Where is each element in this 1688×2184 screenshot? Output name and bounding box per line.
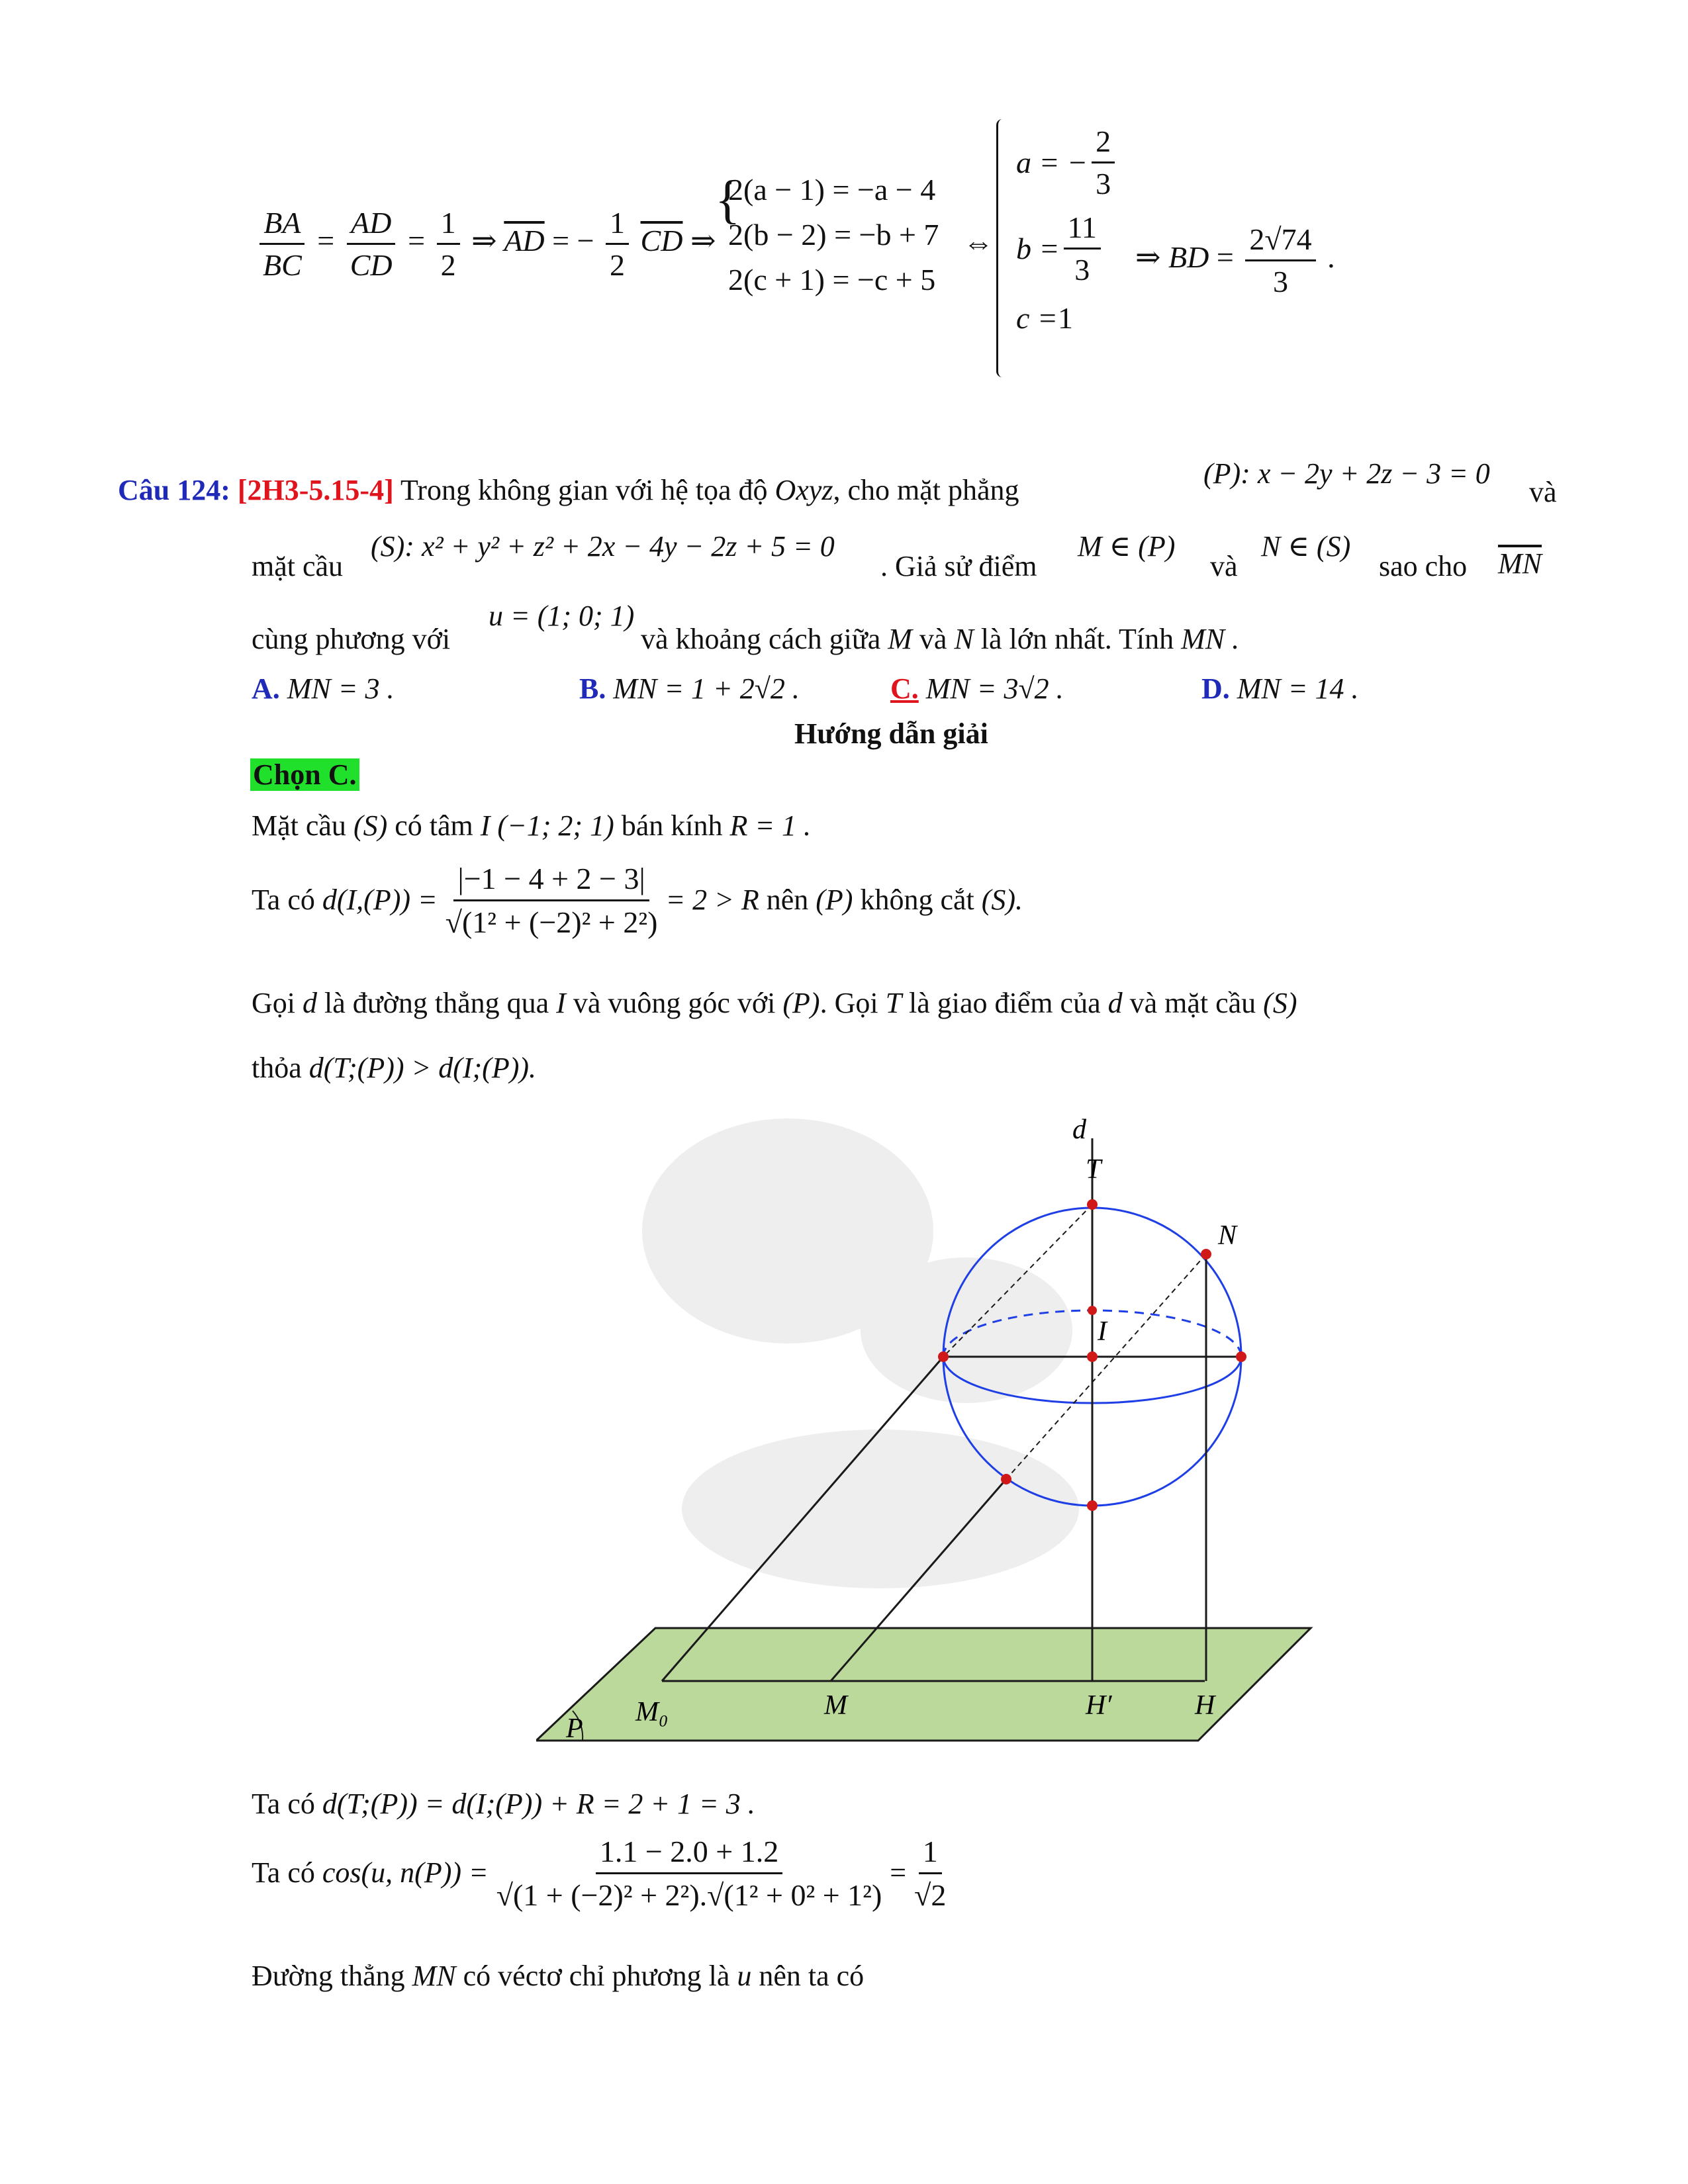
s2-rhs: = 2 > R	[665, 884, 759, 917]
question-line-3-lead: cùng phương với	[252, 623, 451, 655]
s3-s: (S)	[1263, 987, 1297, 1019]
choice-d-value: MN = 14 .	[1237, 672, 1359, 705]
s1-f: R = 1 .	[729, 809, 812, 842]
question-line-2-lead: mặt cầu	[252, 550, 344, 582]
top-formula	[255, 119, 1380, 397]
s6-a: Ta có	[252, 1856, 315, 1889]
s6-num: 1.1 − 2.0 + 1.2	[596, 1833, 782, 1874]
s3-f: là giao điểm của	[909, 987, 1101, 1019]
question-text-2: , cho mặt phẳng	[833, 474, 1019, 506]
mn-label: MN .	[1181, 623, 1240, 655]
choice-d[interactable]	[1201, 672, 1358, 707]
va-3: và	[919, 623, 947, 655]
system-2-line-1: a = − $\frac{2}{3}$	[1016, 119, 1119, 205]
s2-b: nên	[766, 884, 809, 917]
choice-b-label: B.	[579, 672, 606, 705]
equiv-sign: ⇔	[963, 226, 994, 259]
brace-1: {	[715, 171, 741, 229]
s7-b: có véctơ chỉ phương là	[463, 1960, 730, 1992]
label-i: I	[1098, 1316, 1107, 1347]
choice-b[interactable]	[579, 672, 800, 707]
geometry-figure	[536, 1112, 1337, 1754]
s6-res-den: √2	[914, 1878, 947, 1913]
question-line-2-text: . Giả sử điểm	[880, 550, 1037, 582]
label-d: d	[1072, 1115, 1086, 1145]
formula-lhs: $\frac{BA}{BC}$ = $\frac{AD}{CD}$ = $\frac{1}{2}$ ⇒ $\overline{AD}$ = − $\frac{1}{2}$ $\overline{CD}$ ⇒	[255, 205, 716, 283]
s6-res-num: 1	[919, 1833, 942, 1874]
choice-a[interactable]	[252, 672, 394, 707]
solution-line-7	[252, 1959, 864, 1994]
s3-d: d	[303, 987, 317, 1019]
system-1-line-3: 2(c + 1) = −c + 5	[728, 263, 936, 296]
s6-den: √(1 + (−2)² + 2²).√(1² + 0² + 1²)	[496, 1878, 882, 1913]
chosen-answer-text: Chọn C.	[250, 758, 359, 791]
s3-c: và vuông góc với	[573, 987, 776, 1019]
sphere-equation: (S): x² + y² + z² + 2x − 4y − 2z + 5 = 0	[371, 530, 835, 563]
m-label: M	[888, 623, 912, 655]
s4-a: thỏa	[252, 1052, 302, 1084]
s3-t: T	[885, 987, 902, 1019]
s5-a: Ta có	[252, 1788, 315, 1820]
point-i	[1087, 1351, 1098, 1362]
s2-a: Ta có	[252, 884, 315, 917]
s2-num: |−1 − 4 + 2 − 3|	[453, 860, 649, 901]
question-text-3: và khoảng cách giữa	[641, 623, 881, 655]
solution-line-4	[252, 1051, 536, 1086]
va-1: và	[1529, 476, 1557, 508]
solution-heading: Hướng dẫn giải	[794, 717, 988, 750]
sao-cho: sao cho	[1379, 550, 1468, 582]
s6-result	[910, 1833, 950, 1913]
question-label: Câu 124:	[118, 474, 230, 506]
choice-d-label: D.	[1201, 672, 1230, 705]
s1-c: có tâm	[395, 809, 473, 842]
system-1-line-2: 2(b − 2) = −b + 7	[728, 218, 939, 251]
u-vector: u = (1; 0; 1)	[489, 600, 635, 632]
s7-mn: MN	[412, 1960, 456, 1992]
label-m: M	[824, 1690, 847, 1721]
s3-e: . Gọi	[820, 987, 878, 1019]
question-code: [2H3-5.15-4]	[237, 474, 394, 506]
s6-eq: =	[890, 1856, 907, 1889]
choice-a-label: A.	[252, 672, 280, 705]
s1-d: I (−1; 2; 1)	[480, 809, 614, 842]
s2-e: (S).	[981, 884, 1023, 917]
n-in-s: N ∈ (S)	[1261, 530, 1351, 563]
label-h: H	[1195, 1690, 1215, 1721]
choice-c[interactable]	[890, 672, 1064, 707]
choice-c-label: C.	[890, 672, 919, 705]
s7-u: u	[737, 1960, 752, 1992]
label-m0: M₀	[635, 1697, 669, 1727]
s2-den: √(1² + (−2)² + 2²)	[445, 905, 658, 940]
choice-b-value: MN = 1 + 2√2 .	[613, 672, 800, 705]
s4-b: d(T;(P)) > d(I;(P)).	[308, 1052, 536, 1084]
m-in-p: M ∈ (P)	[1078, 530, 1176, 563]
solution-line-5	[252, 1787, 755, 1822]
s1-a: Mặt cầu	[252, 809, 346, 842]
s2-c: (P)	[816, 884, 853, 917]
va-2: và	[1210, 550, 1238, 582]
oxyz: Oxyz	[774, 474, 833, 506]
point-equator-right	[1236, 1351, 1246, 1362]
system-1-line-1: 2(a − 1) = −a − 4	[728, 173, 936, 206]
plane-equation: (P): x − 2y + 2z − 3 = 0	[1203, 457, 1490, 490]
solution-line-3	[252, 986, 1297, 1021]
system-2-line-3: c = 1	[1016, 300, 1073, 335]
s5-b: d(T;(P)) = d(I;(P)) + R = 2 + 1 = 3 .	[322, 1788, 755, 1820]
label-p: P	[566, 1713, 583, 1744]
label-n: N	[1218, 1220, 1237, 1251]
question-text-4: là lớn nhất. Tính	[980, 623, 1174, 655]
s1-b: (S)	[353, 809, 388, 842]
point-n	[1201, 1249, 1211, 1259]
s2-lhs: d(I,(P)) =	[322, 884, 438, 917]
s7-a: Đường thẳng	[252, 1960, 405, 1992]
formula-result: ⇒ BD = $\frac{2√74}{3}$ .	[1135, 222, 1335, 298]
point-t	[1087, 1199, 1098, 1210]
s6-fraction	[492, 1833, 886, 1913]
system-2	[1016, 119, 1119, 344]
brace-2	[996, 119, 1002, 377]
s6-lhs: cos(u, n(P)) =	[322, 1856, 489, 1889]
s3-b: là đường thẳng qua	[324, 987, 549, 1019]
solution-line-6	[252, 1833, 954, 1913]
s3-a: Gọi	[252, 987, 295, 1019]
question-line-1	[118, 473, 1019, 508]
point-chord	[1001, 1474, 1011, 1484]
choice-a-value: MN = 3 .	[287, 672, 395, 705]
point-top-back	[1088, 1306, 1097, 1315]
s2-d: không cắt	[860, 884, 974, 917]
mn-vector: $\overline{MN}$	[1498, 547, 1542, 580]
watermark	[642, 1118, 1079, 1588]
point-bottom	[1087, 1500, 1098, 1511]
s2-fraction	[442, 860, 662, 940]
s7-c: nên ta có	[759, 1960, 865, 1992]
solution-line-1	[252, 809, 811, 844]
system-1	[728, 172, 939, 307]
label-h-prime: H′	[1086, 1690, 1112, 1721]
s1-e: bán kính	[621, 809, 723, 842]
chosen-answer	[250, 758, 359, 793]
system-2-line-2: b = $\frac{11}{3}$	[1016, 205, 1119, 291]
n-label: N	[954, 623, 974, 655]
s3-p: (P)	[782, 987, 820, 1019]
s3-i: I	[556, 987, 566, 1019]
question-text-1: Trong không gian với hệ tọa độ	[400, 474, 768, 506]
choice-c-value: MN = 3√2 .	[925, 672, 1064, 705]
s3-d2: d	[1107, 987, 1123, 1019]
point-equator-left	[938, 1351, 949, 1362]
question-line-3-text	[641, 622, 1239, 657]
solution-line-2	[252, 860, 1023, 940]
label-t: T	[1086, 1154, 1102, 1185]
s3-g: và mặt cầu	[1129, 987, 1256, 1019]
